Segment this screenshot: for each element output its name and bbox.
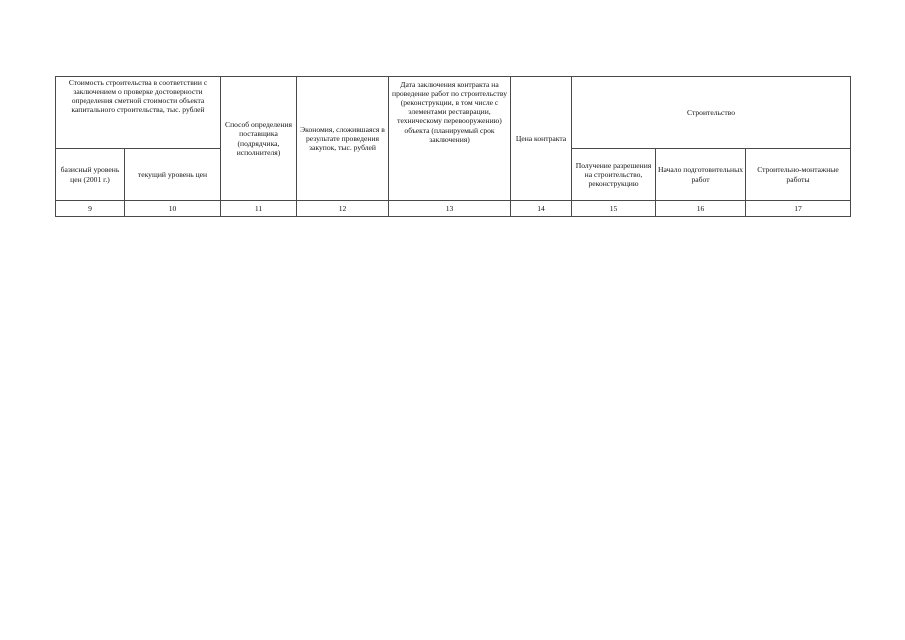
header-contract-date: Дата заключения контракта на проведение работ по строительству (реконструкции, в том числе с элементами реставрации, техническому перевооружению) объекта (планируемый срок заключения) <box>389 77 511 201</box>
header-assembly: Строительно-монтажные работы <box>746 149 851 201</box>
header-cost: Стоимость строительства в соответствии с заключением о проверке достоверности определения сметной стоимости объекта капитального строительства, тыс. рублей <box>56 77 221 149</box>
column-number: 13 <box>389 201 511 217</box>
header-permit: Получение разрешения на строительство, реконструкцию <box>572 149 656 201</box>
construction-cost-table <box>55 76 851 217</box>
header-row-1 <box>56 77 851 149</box>
column-number: 15 <box>572 201 656 217</box>
header-prep-start: Начало подготовительных работ <box>656 149 746 201</box>
column-number: 10 <box>125 201 221 217</box>
column-number: 16 <box>656 201 746 217</box>
header-construction: Строительство <box>572 77 851 149</box>
header-supplier-method: Способ определения поставщика (подрядчика, исполнителя) <box>221 77 297 201</box>
header-base-level: базисный уровень цен (2001 г.) <box>56 149 125 201</box>
header-contract-price: Цена контракта <box>511 77 572 201</box>
column-number: 17 <box>746 201 851 217</box>
column-number: 14 <box>511 201 572 217</box>
column-number-row <box>56 201 851 217</box>
column-number: 12 <box>297 201 389 217</box>
header-current-level: текущий уровень цен <box>125 149 221 201</box>
column-number: 9 <box>56 201 125 217</box>
header-savings: Экономия, сложившаяся в результате проведения закупок, тыс. рублей <box>297 77 389 201</box>
column-number: 11 <box>221 201 297 217</box>
